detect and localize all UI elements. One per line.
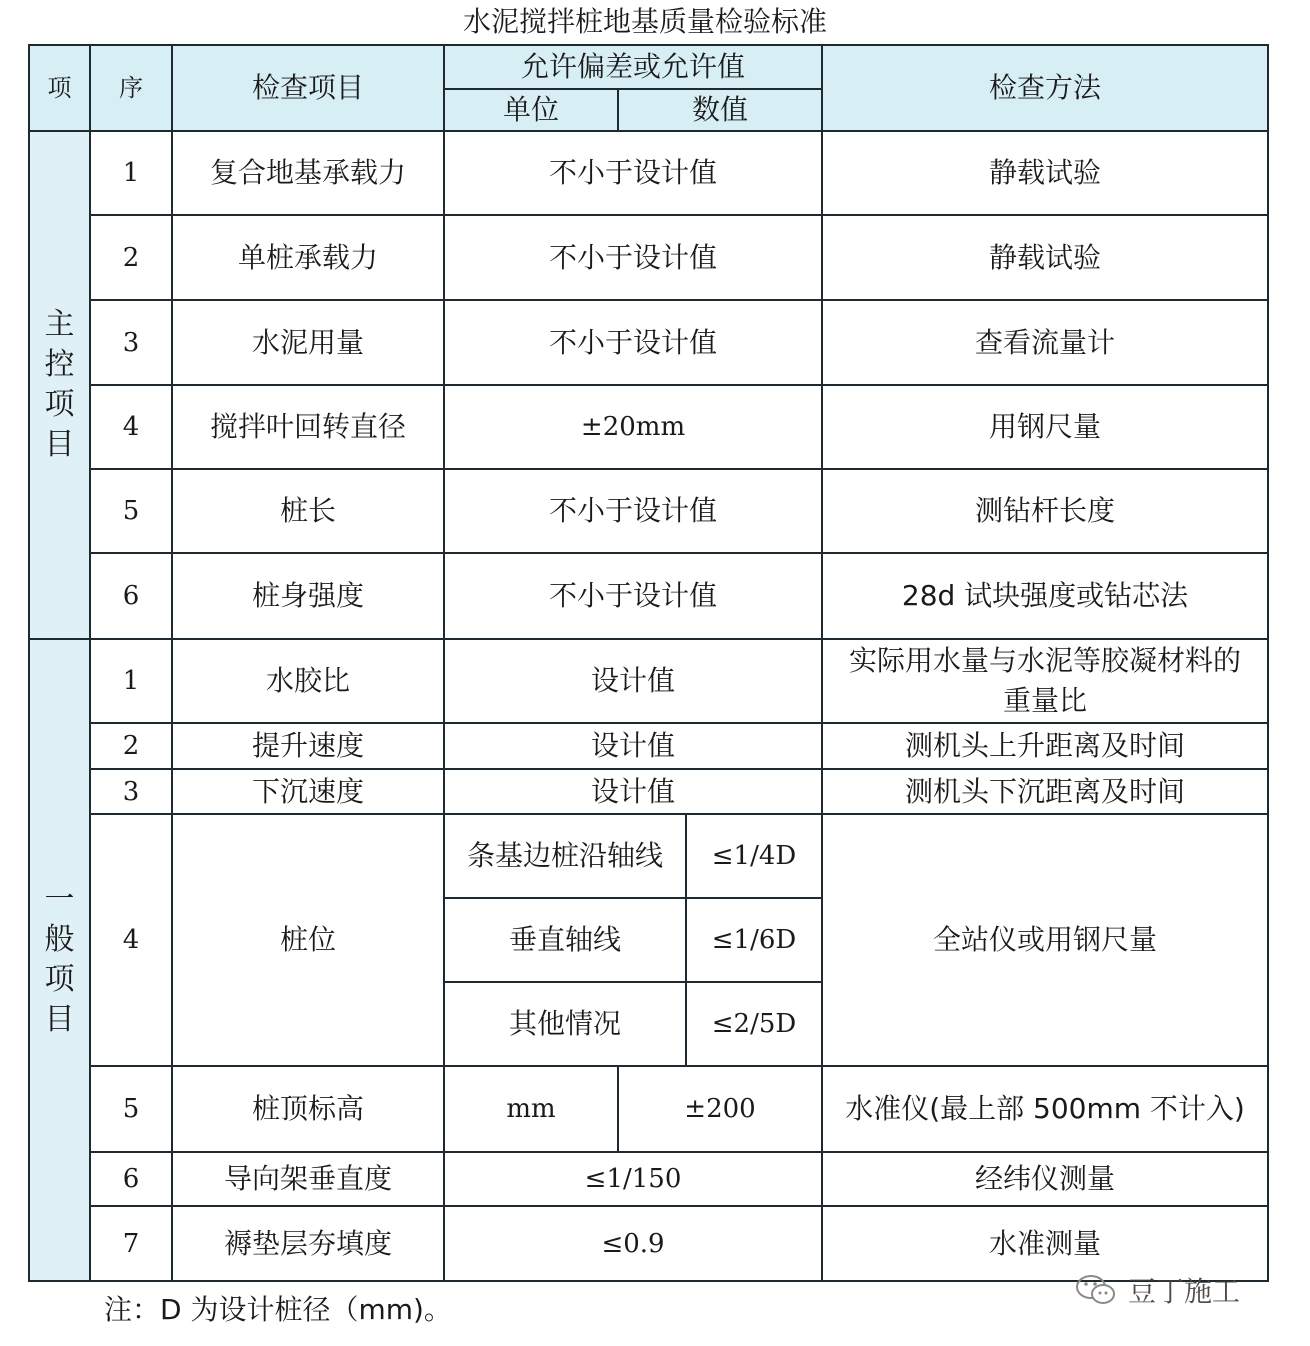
seq-cell: 6 [90,553,172,639]
seq-cell: 3 [90,769,172,814]
method-cell: 实际用水量与水泥等胶凝材料的重量比 [822,639,1268,723]
wechat-icon [1074,1272,1118,1308]
table-row [29,553,1268,639]
item-cell: 搅拌叶回转直径 [172,385,444,469]
watermark-text: 豆丁施工 [1128,1275,1241,1308]
table-row [29,769,1268,814]
item-cell: 水泥用量 [172,300,444,385]
table-title: 水泥搅拌桩地基质量检验标准 [462,5,827,38]
method-cell: 经纬仪测量 [822,1152,1268,1206]
seq-cell: 5 [90,469,172,553]
unit-cell: mm [444,1066,618,1152]
seq-cell: 7 [90,1206,172,1281]
allow-cell: ≤0.9 [444,1206,822,1281]
table-row [29,300,1268,385]
item-cell: 褥垫层夯填度 [172,1206,444,1281]
seq-cell: 1 [90,131,172,215]
table-row [29,215,1268,300]
table-row [29,1066,1268,1152]
group-main-label: 主 控 项 目 [29,131,90,639]
method-cell: 测机头下沉距离及时间 [822,769,1268,814]
quality-standard-table [28,44,1269,1282]
allow-cell: ≤1/150 [444,1152,822,1206]
allow-cell: 不小于设计值 [444,553,822,639]
allow-cell: 设计值 [444,723,822,769]
watermark [1074,1270,1240,1310]
header-check-item: 检查项目 [172,45,444,131]
method-cell: 测机头上升距离及时间 [822,723,1268,769]
table-row [29,469,1268,553]
item-cell: 水胶比 [172,639,444,723]
allow-cell: 不小于设计值 [444,300,822,385]
pile-case-cell: 垂直轴线 [444,898,686,982]
pile-case-cell: 条基边桩沿轴线 [444,814,686,898]
seq-cell: 5 [90,1066,172,1152]
seq-cell: 4 [90,385,172,469]
pile-case-cell: 其他情况 [444,982,686,1066]
table-row [29,723,1268,769]
allow-cell: 不小于设计值 [444,215,822,300]
method-cell: 查看流量计 [822,300,1268,385]
item-cell: 桩长 [172,469,444,553]
header-method: 检查方法 [822,45,1268,131]
table-row [29,814,1268,898]
header-value: 数值 [618,89,822,131]
item-cell: 桩位 [172,814,444,1066]
value-cell: ±200 [618,1066,822,1152]
allow-cell: 设计值 [444,639,822,723]
method-cell: 水准仪(最上部 500mm 不计入) [822,1066,1268,1152]
item-cell: 提升速度 [172,723,444,769]
item-cell: 复合地基承载力 [172,131,444,215]
item-cell: 导向架垂直度 [172,1152,444,1206]
seq-cell: 2 [90,723,172,769]
pile-value-cell: ≤1/4D [686,814,822,898]
allow-cell: 不小于设计值 [444,469,822,553]
item-cell: 桩身强度 [172,553,444,639]
method-cell: 全站仪或用钢尺量 [822,814,1268,1066]
method-cell: 测钻杆长度 [822,469,1268,553]
allow-cell: ±20mm [444,385,822,469]
pile-value-cell: ≤1/6D [686,898,822,982]
method-cell: 静载试验 [822,215,1268,300]
item-cell: 下沉速度 [172,769,444,814]
allow-cell: 不小于设计值 [444,131,822,215]
header-item: 项 [29,45,90,131]
item-cell: 桩顶标高 [172,1066,444,1152]
group-general-label: 一 般 项 目 [29,639,90,1281]
allow-cell: 设计值 [444,769,822,814]
footnote: 注：D 为设计桩径（mm)。 [104,1293,452,1326]
method-cell: 水准测量 [822,1206,1268,1281]
seq-cell: 6 [90,1152,172,1206]
seq-cell: 3 [90,300,172,385]
table-row [29,639,1268,723]
seq-cell: 1 [90,639,172,723]
header-unit: 单位 [444,89,618,131]
header-allowance: 允许偏差或允许值 [444,45,822,89]
item-cell: 单桩承载力 [172,215,444,300]
seq-cell: 4 [90,814,172,1066]
method-cell: 用钢尺量 [822,385,1268,469]
header-seq: 序 [90,45,172,131]
table-row [29,385,1268,469]
table-row [29,1152,1268,1206]
seq-cell: 2 [90,215,172,300]
method-cell: 28d 试块强度或钻芯法 [822,553,1268,639]
table-row [29,131,1268,215]
pile-value-cell: ≤2/5D [686,982,822,1066]
method-cell: 静载试验 [822,131,1268,215]
